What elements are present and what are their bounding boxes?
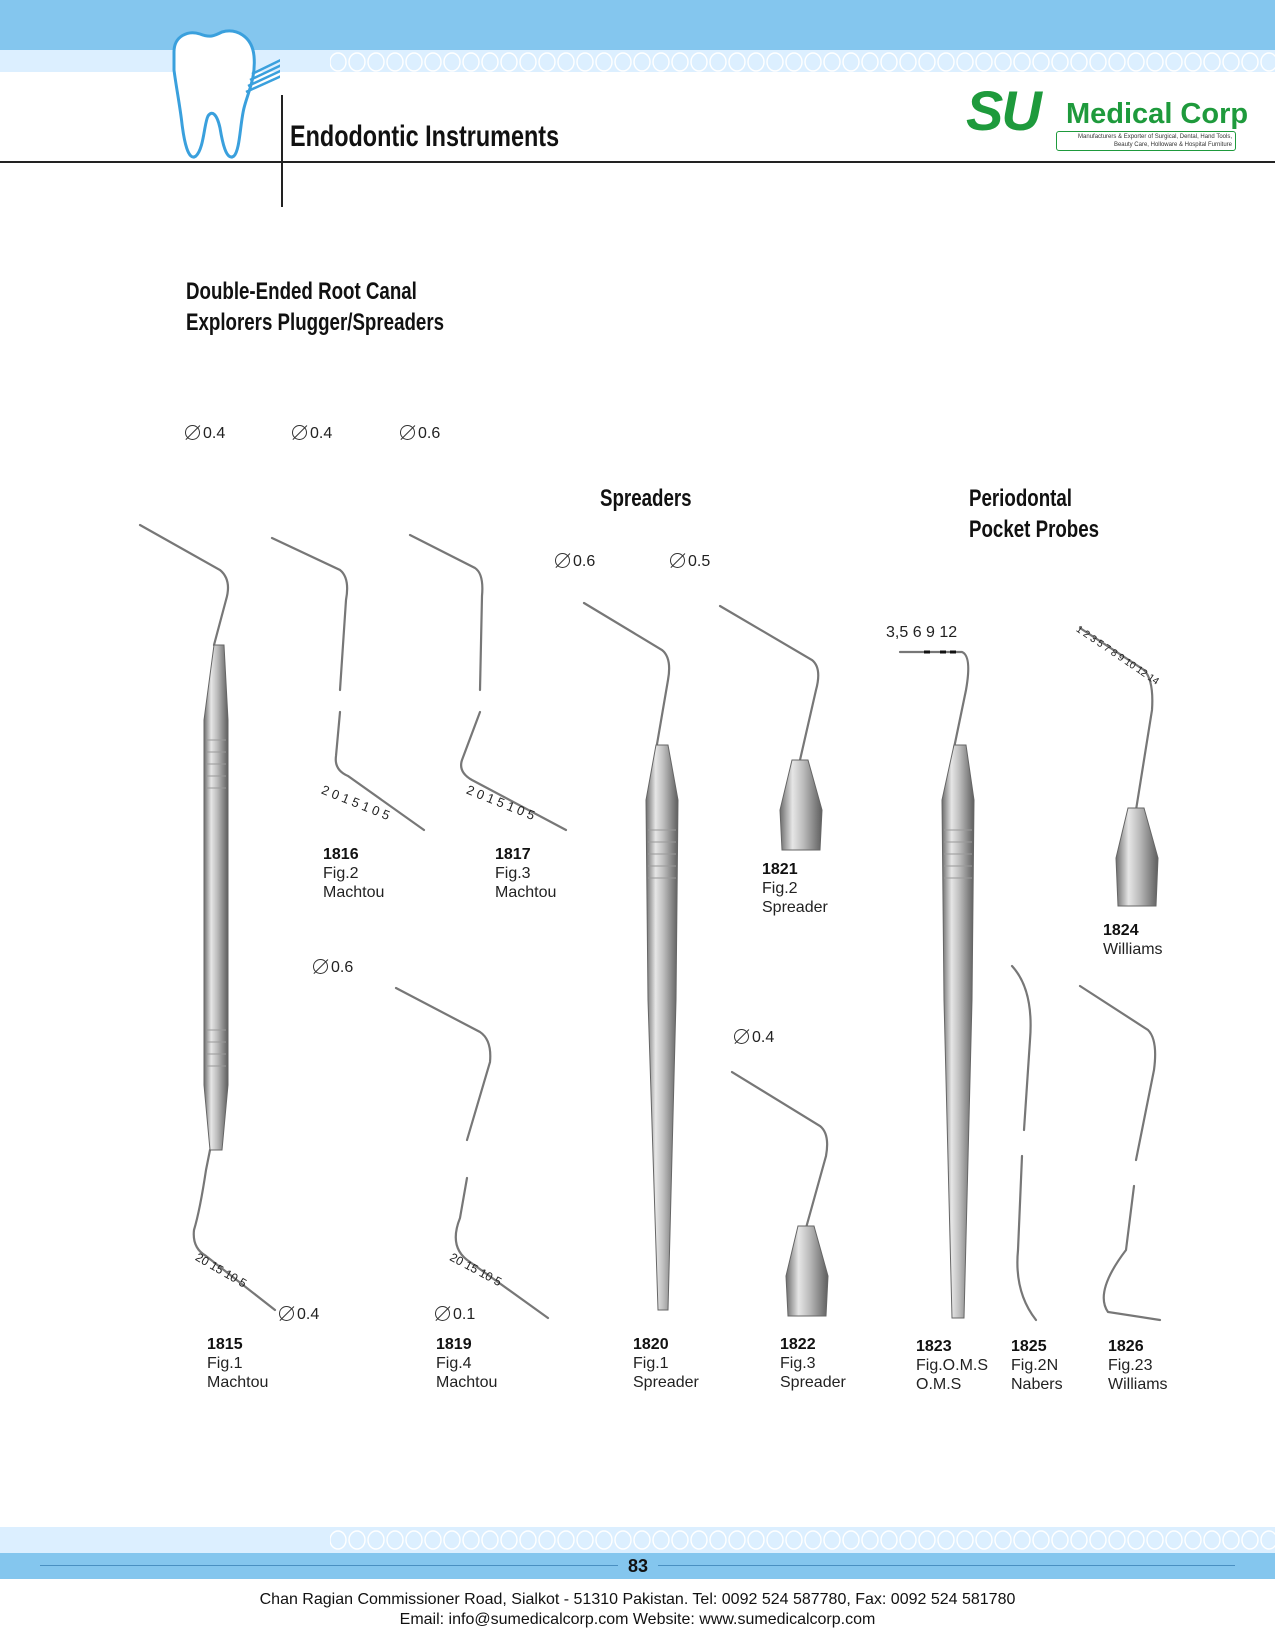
logo-name: Medical Corp <box>1066 98 1249 130</box>
instrument-1823-handle <box>942 745 974 1318</box>
marking-1817: 2 0 1 5 1 0 5 <box>464 782 538 823</box>
instrument-1825-tip <box>1012 966 1031 1130</box>
chain-link <box>672 1531 688 1549</box>
page-number: 83 <box>618 1553 658 1579</box>
diameter-label: 0.4 <box>292 425 332 443</box>
chain-link <box>919 1531 935 1549</box>
page-title: Endodontic Instruments <box>290 120 560 153</box>
diameter-label: 0.6 <box>313 959 353 977</box>
product-label-1821: 1821 Fig.2 Spreader <box>762 861 828 916</box>
chain-link <box>938 1531 954 1549</box>
section-title-line: Double-Ended Root Canal <box>186 278 417 305</box>
diameter-label: 0.6 <box>555 553 595 571</box>
product-label-1819: 1819 Fig.4 Machtou <box>436 1336 498 1391</box>
section-title-line: Explorers Plugger/Spreaders <box>186 309 445 336</box>
marking-1824: 1 2 3 5 7 8 9 10 12 14 <box>1073 624 1161 688</box>
footer-address: Chan Ragian Commissioner Road, Sialkot - 51310 Pakistan. Tel: 0092 524 587780, Fax: 0092 524 581780 <box>259 1591 1016 1608</box>
product-label-1820: 1820 Fig.1 Spreader <box>633 1336 699 1391</box>
instrument-1819-tip <box>396 988 490 1140</box>
chain-link <box>615 1531 631 1549</box>
chain-link <box>1014 1531 1030 1549</box>
chain-link <box>1261 1531 1275 1549</box>
marking-1815: 20 15 10 5 <box>193 1250 250 1291</box>
diameter-label: 0.1 <box>435 1306 475 1324</box>
chain-link <box>463 1531 479 1549</box>
instrument-1821-handle <box>780 760 822 850</box>
diameter-label: 0.4 <box>279 1306 319 1324</box>
chain-link <box>976 1531 992 1549</box>
chain-link <box>330 1531 346 1549</box>
logo-initials: SU <box>966 79 1040 142</box>
chain-link <box>710 1531 726 1549</box>
instrument-1815-handle <box>204 645 228 1150</box>
section-title-line: Pocket Probes <box>969 516 1100 543</box>
chain-link <box>1242 1531 1258 1549</box>
chain-link <box>805 1531 821 1549</box>
instrument-1822-tip <box>732 1072 827 1228</box>
product-label-1816: 1816 Fig.2 Machtou <box>323 846 385 901</box>
chain-link <box>1185 1531 1201 1549</box>
section-title-line: Periodontal <box>969 485 1072 512</box>
instrument-1820-tip <box>584 603 669 750</box>
chain-link <box>1052 1531 1068 1549</box>
chain-link <box>1223 1531 1239 1549</box>
instrument-1825-tip <box>1017 1156 1036 1320</box>
product-label-1822: 1822 Fig.3 Spreader <box>780 1336 846 1391</box>
chain-link <box>1147 1531 1163 1549</box>
chain-link <box>786 1531 802 1549</box>
instrument-1817-tip <box>410 535 482 690</box>
chain-link <box>1128 1531 1144 1549</box>
chain-link <box>1033 1531 1049 1549</box>
chain-link <box>1166 1531 1182 1549</box>
chain-link <box>558 1531 574 1549</box>
chain-link <box>691 1531 707 1549</box>
marking-1823: 3,5 6 9 12 <box>886 624 958 641</box>
instrument-1819-tip <box>456 1178 548 1318</box>
chain-link <box>748 1531 764 1549</box>
chain-link <box>634 1531 650 1549</box>
chain-link <box>881 1531 897 1549</box>
chain-link <box>957 1531 973 1549</box>
chain-link <box>387 1531 403 1549</box>
section-title-spreaders: Spreaders <box>600 485 692 512</box>
instrument-1826-tip <box>1080 986 1155 1160</box>
instrument-1826-tip <box>1104 1186 1160 1320</box>
product-label-1824: 1824 Williams <box>1103 922 1163 958</box>
product-label-1825: 1825 Fig.2N Nabers <box>1011 1338 1063 1393</box>
diameter-label: 0.5 <box>670 553 710 571</box>
chain-link <box>900 1531 916 1549</box>
instrument-1816-tip <box>272 538 347 690</box>
footer-contact: Email: info@sumedicalcorp.com Website: www.sumedicalcorp.com <box>399 1611 876 1628</box>
instrument-1821-tip <box>720 606 818 760</box>
instrument-1815-tip <box>140 525 228 645</box>
chain-link <box>843 1531 859 1549</box>
chain-link <box>653 1531 669 1549</box>
product-label-1826: 1826 Fig.23 Williams <box>1108 1338 1168 1393</box>
tagline-line-1: Manufacturers & Exporter of Surgical, Dental, Hand Tools, <box>1078 134 1232 140</box>
chain-link <box>482 1531 498 1549</box>
chain-link <box>1109 1531 1125 1549</box>
chain-link <box>577 1531 593 1549</box>
product-label-1815: 1815 Fig.1 Machtou <box>207 1336 269 1391</box>
product-label-1817: 1817 Fig.3 Machtou <box>495 846 557 901</box>
chain-link <box>425 1531 441 1549</box>
chain-link <box>368 1531 384 1549</box>
product-label-1823: 1823 Fig.O.M.S O.M.S <box>916 1338 989 1393</box>
instrument-1824-handle <box>1116 808 1158 906</box>
chain-link <box>520 1531 536 1549</box>
chain-link <box>824 1531 840 1549</box>
chain-link <box>444 1531 460 1549</box>
diameter-label: 0.4 <box>185 425 225 443</box>
chain-link <box>349 1531 365 1549</box>
instrument-1823-tip <box>900 652 968 748</box>
diameter-label: 0.6 <box>400 425 440 443</box>
diameter-label: 0.4 <box>734 1029 774 1047</box>
chain-link <box>862 1531 878 1549</box>
chain-link <box>539 1531 555 1549</box>
chain-link <box>729 1531 745 1549</box>
chain-link <box>1071 1531 1087 1549</box>
chain-link <box>501 1531 517 1549</box>
chain-link <box>406 1531 422 1549</box>
chain-link <box>767 1531 783 1549</box>
instrument-1822-handle <box>786 1226 828 1316</box>
chain-link <box>995 1531 1011 1549</box>
chain-link <box>596 1531 612 1549</box>
chain-decoration <box>330 1530 1275 1550</box>
chain-link <box>1090 1531 1106 1549</box>
tagline-line-2: Beauty Care, Holloware & Hospital Furniture <box>1113 142 1232 148</box>
marking-1816: 2 0 1 5 1 0 5 <box>319 782 393 823</box>
marking-1819: 20 15 10 5 <box>447 1250 505 1289</box>
chain-link <box>1204 1531 1220 1549</box>
